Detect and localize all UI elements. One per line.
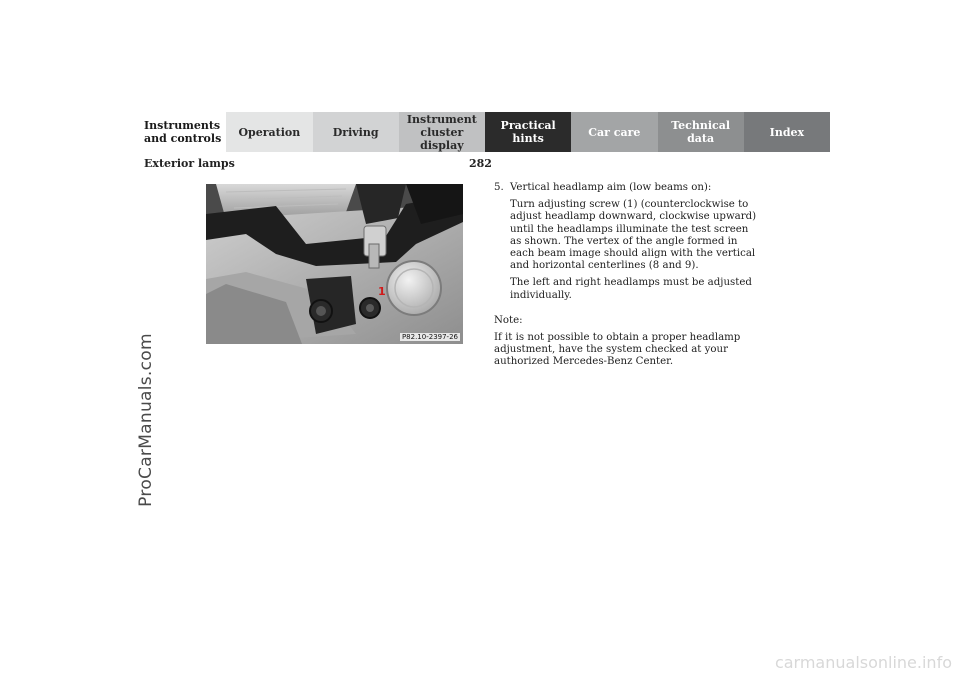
headlamp-photo-illustration — [206, 184, 463, 344]
tab-index[interactable]: Index — [744, 112, 830, 152]
tab-practical-hints[interactable]: Practical hints — [485, 112, 571, 152]
tab-operation[interactable]: Operation — [226, 112, 312, 152]
note-text: If it is not possible to obtain a proper headlamp adjustment, have the system checked at your authorized Mercedes-Benz Center. — [494, 332, 741, 368]
step-paragraph-2: The left and right headlamps must be adjusted individually. — [510, 277, 752, 301]
section-title: Exterior lamps — [144, 157, 235, 170]
step-paragraph-1: Turn adjusting screw (1) (counterclockwise to adjust headlamp downward, clockwise upward) until the headlamps illuminate the test screen as shown. The vertex of the angle formed in each beam image should align with the vertical and horizontal centerlines (8 and 9). — [510, 199, 757, 272]
chapter-tab-bar — [130, 112, 830, 152]
tab-instrument-cluster-display[interactable]: Instrument cluster display — [399, 112, 485, 152]
page-number: 282 — [469, 157, 492, 170]
tab-car-care[interactable]: Car care — [571, 112, 657, 152]
note-label: Note: — [494, 314, 523, 326]
step-title: Vertical headlamp aim (low beams on): — [510, 182, 712, 193]
step-5 — [494, 182, 760, 194]
tab-instruments-and-controls[interactable]: Instruments and controls — [130, 112, 226, 152]
watermark-bottom: carmanualsonline.info — [774, 653, 952, 672]
tab-technical-data[interactable]: Technical data — [658, 112, 744, 152]
figure-code: P82.10-2397-26 — [401, 333, 458, 341]
body-text — [494, 182, 760, 369]
headlamp-adjustment-figure — [206, 184, 463, 344]
step-number: 5. — [494, 182, 504, 193]
tab-driving[interactable]: Driving — [313, 112, 399, 152]
callout-1: 1 — [378, 285, 386, 298]
watermark-left: ProCarManuals.com — [136, 333, 156, 507]
